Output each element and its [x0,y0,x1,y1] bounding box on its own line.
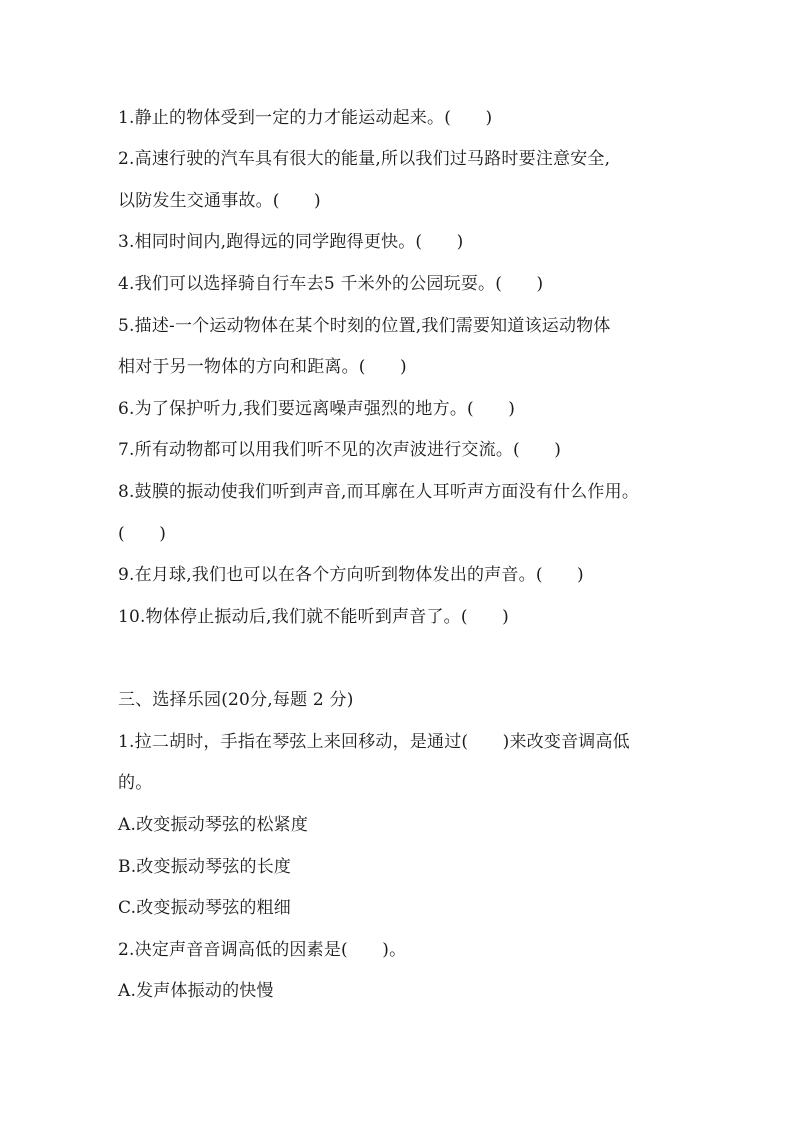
choice-question-1-option-b: B.改变振动琴弦的长度 [118,857,292,877]
judgement-item-3: 3.相同时间内,跑得远的同学跑得更快。( ) [118,232,464,252]
choice-question-1-option-c: C.改变振动琴弦的粗细 [118,898,292,918]
judgement-item-4: 4.我们可以选择骑自行车去5 千米外的公园玩耍。( ) [118,274,544,294]
judgement-item-8-line-2: ( ) [118,524,167,544]
judgement-item-9: 9.在月球,我们也可以在各个方向听到物体发出的声音。( ) [118,565,584,585]
judgement-item-2-line-2: 以防发生交通事故。( ) [118,191,321,211]
judgement-item-8-line-1: 8.鼓膜的振动使我们听到声音,而耳廓在人耳听声方面没有什么作用。 [118,482,640,502]
choice-question-1-line-1: 1.拉二胡时，手指在琴弦上来回移动，是通过( )来改变音调高低 [118,732,630,752]
judgement-item-1: 1.静止的物体受到一定的力才能运动起来。( ) [118,108,493,128]
choice-question-1-option-a: A.改变振动琴弦的松紧度 [118,815,309,835]
judgement-item-2-line-1: 2.高速行驶的汽车具有很大的能量,所以我们过马路时要注意安全, [118,149,611,169]
choice-question-2: 2.决定声音音调高低的因素是( )。 [118,940,407,960]
choice-question-1-line-2: 的。 [118,773,153,793]
judgement-item-5-line-1: 5.描述-一个运动物体在某个时刻的位置,我们需要知道该运动物体 [118,316,611,336]
judgement-item-6: 6.为了保护听力,我们要远离噪声强烈的地方。( ) [118,399,516,419]
judgement-item-5-line-2: 相对于另一物体的方向和距离。( ) [118,357,407,377]
choice-question-2-option-a: A.发声体振动的快慢 [118,981,274,1001]
section-heading-choice: 三、选择乐园(20分,每题 2 分) [118,690,354,710]
judgement-item-10: 10.物体停止振动后,我们就不能听到声音了。( ) [118,607,509,627]
judgement-item-7: 7.所有动物都可以用我们听不见的次声波进行交流。( ) [118,440,562,460]
